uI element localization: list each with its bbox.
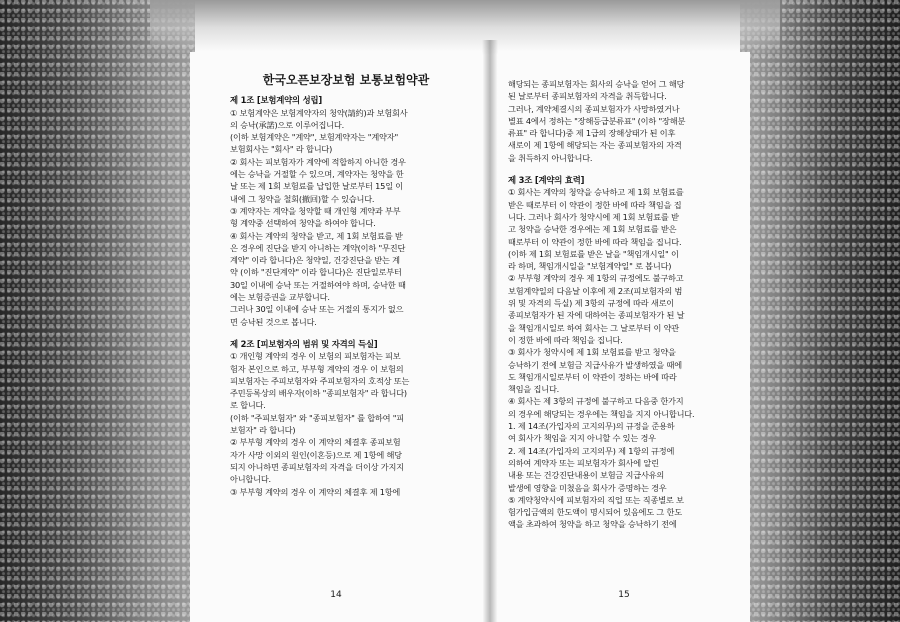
left-page-text [230,72,462,498]
article-3-line: 종피보험자가 된 자에 대하여는 종피보험자가 된 날 [508,310,685,321]
continued-line: 을 취득하지 아니합니다. [508,152,593,163]
page-number-right: 15 [618,590,630,600]
article-2-line: 보험자" 라 합니다) [230,425,296,436]
article-1-line: 면 승낙된 것으로 봅니다. [230,316,317,327]
continued-line: 별표 4에서 정하는 "장해등급분류표" (이하 "장해분 [508,115,686,126]
article-2-line: 로 합니다. [230,400,266,411]
article-3-line: 험가입금액의 한도액이 명시되어 있음에도 그 한도 [508,507,682,518]
article-2-line: 자가 사망 이외의 원인(이혼등)으로 제 1항에 해당 [230,449,402,460]
article-2-line: ① 개인형 계약의 경우 이 보험의 피보험자는 피보 [230,351,401,362]
article-1-heading: 제 1조 [보험계약의 성립] [230,95,323,106]
article-2-line: 주민등록상의 배우자(이하 "종피보험자" 라 합니다) [230,388,407,399]
article-1-line: ② 회사는 피보험자가 계약에 적합하지 아니한 경우 [230,156,406,167]
article-1-body [230,107,462,328]
article-3-line: 니다. 그러나 회사가 청약시에 제 1회 보험료를 받 [508,211,679,222]
document-title: 한국오픈보장보험 보통보험약관 [262,73,430,87]
article-1-line: 30일 이내에 승낙 또는 거절하여야 하며, 승낙한 때 [230,279,406,290]
article-3-line: ① 회사는 계약의 청약을 승낙하고 제 1회 보험료를 [508,187,684,198]
article-3-body [508,186,740,530]
continued-text [508,78,740,164]
article-3-line: 2. 제 14조(가입자의 고지의무) 제 1항의 규정에 [508,445,675,456]
article-1-line: 은 경우에 진단을 받지 아니하는 계약(이하 "무진단 [230,242,406,253]
article-2-body [230,350,462,498]
article-2-line: 험자 본인으로 하고, 부부형 계약의 경우 이 보험의 [230,363,404,374]
article-1-line: 에는 보험증권을 교부합니다. [230,292,330,303]
article-3-line: 액을 초과하여 청약을 하고 청약을 승낙하기 전에 [508,519,677,530]
article-3-line: ② 부부형 계약의 경우 제 1항의 규정에도 불구하고 [508,273,684,284]
article-1-line: ① 보험계약은 보험계약자의 청약(請約)과 보험회사 [230,107,408,118]
left-page [190,52,482,622]
article-3-line: 의 경우에 해당되는 경우에는 책임을 지지 아니합니다. [508,408,695,419]
article-3-line: 책임을 집니다. [508,384,560,395]
article-1-line: 의 승낙(承諾)으로 이루어집니다. [230,119,344,130]
article-1-line: 계약" 이라 합니다)은 청약일, 건강진단을 받는 계 [230,255,400,266]
continued-line: 류표" 라 합니다)중 제 1급의 장해상태가 된 이후 [508,128,676,139]
article-1-line: 날 또는 제 1회 보험료를 납입한 날로부터 15일 이 [230,181,404,192]
article-3-line: 고 청약을 승낙한 경우에는 제 1회 보험료를 받은 [508,224,677,235]
article-3-line: 1. 제 14조(가입자의 고지의무)의 규정을 준용하 [508,421,675,432]
article-1-line: 형 계약중 선택하여 청약을 하여야 합니다. [230,218,376,229]
article-1-line: ③ 계약자는 계약을 청약할 때 개인형 계약과 부부 [230,205,401,216]
article-3-line: 때로부터 이 약관이 정한 바에 따라 책임을 집니다. [508,236,682,247]
article-1-line: 내에 그 청약을 철회(撤回)할 수 있습니다. [230,193,375,204]
article-1-line: 약 (이하 "진단계약" 이라 합니다)은 진단일로부터 [230,267,402,278]
article-2-line: (이하 "주피보험자" 와 "종피보험자" 를 합하여 "피 [230,412,405,423]
article-3-line: 을 책임개시일로 하여 회사는 그 날로부터 이 약관 [508,322,680,333]
continued-line: 새로이 제 1항에 해당되는 자는 종피보험자의 자격 [508,140,682,151]
article-1-line: ④ 회사는 계약의 청약을 받고, 제 1회 보험료를 받 [230,230,403,241]
article-3-line: 보험계약일의 다음날 이후에 제 2조(피보험자의 범 [508,285,683,296]
page-number-left: 14 [330,590,342,600]
article-3-line: ⑤ 계약청약시에 피보험자의 직업 또는 직종별로 보 [508,494,684,505]
article-3-line: 의하여 계약자 또는 피보험자가 회사에 알린 [508,457,659,468]
article-3-line: ③ 회사가 청약시에 제 1회 보험료를 받고 청약을 [508,347,676,358]
article-3-line: 발생에 영향을 미쳤음을 회사가 증명하는 경우 [508,482,667,493]
article-3-line: 받은 때로부터 이 약관이 정한 바에 따라 책임을 집 [508,199,682,210]
article-2-line: ③ 부부형 계약의 경우 이 계약의 체결후 제 1항에 [230,486,401,497]
article-3-line: (이하 제 1회 보험료를 받은 날을 "책임개시일" 이 [508,248,679,259]
book-gutter [482,40,498,622]
article-3-line: 내용 또는 건강진단내용이 보험금 지급사유의 [508,470,665,481]
continued-line: 된 날로부터 종피보험자의 자격을 취득합니다. [508,91,667,102]
article-3-line: 승낙하기 전에 보험금 지급사유가 발생하였을 때에 [508,359,682,370]
article-1-line: 그러나 30일 이내에 승낙 또는 거절의 통지가 없으 [230,304,404,315]
article-1-line: 보험회사는 "회사" 라 합니다) [230,144,333,155]
article-3-heading: 제 3조 [계약의 효력] [508,175,585,186]
article-2-line: 아니합니다. [230,474,271,485]
article-3-line: 라 하며, 책임개시일을 "보험계약일" 로 봅니다) [508,261,672,272]
continued-line: 그러나, 계약체결시의 종피보험자가 사망하였거나 [508,103,680,114]
article-3-line: 도 책임개시일로부터 이 약관이 정하는 바에 따라 [508,371,677,382]
scan-shadow-left [0,0,195,622]
article-2-line: ② 부부형 계약의 경우 이 계약의 체결후 종피보험 [230,437,401,448]
continued-line: 해당되는 종피보험자는 회사의 승낙을 얻어 그 해당 [508,79,685,89]
article-3-line: 여 회사가 책임을 지지 아니할 수 있는 경우 [508,433,656,444]
article-3-line: 이 정한 바에 따라 책임을 집니다. [508,334,623,345]
right-page [498,52,750,622]
article-3-line: ④ 회사는 제 3항의 규정에 불구하고 다음중 한가지 [508,396,684,407]
article-2-line: 되지 아니하면 종피보험자의 자격을 더이상 가지지 [230,461,404,472]
article-2-line: 피보험자는 주피보험자와 주피보험자의 호적상 또는 [230,375,410,386]
article-1-line: (이하 보험계약은 "계약", 보험계약자는 "계약자" [230,132,399,143]
right-page-text [508,78,740,531]
scan-shadow-right [740,0,900,622]
article-3-line: 위 및 자격의 득실) 제 3항의 규정에 따라 새로이 [508,298,674,309]
article-1-line: 에는 승낙을 거절할 수 있으며, 계약자는 청약을 한 [230,169,404,180]
scan-shadow-top [150,0,780,55]
article-2-heading: 제 2조 [피보험자의 범위 및 자격의 득실] [230,338,378,349]
